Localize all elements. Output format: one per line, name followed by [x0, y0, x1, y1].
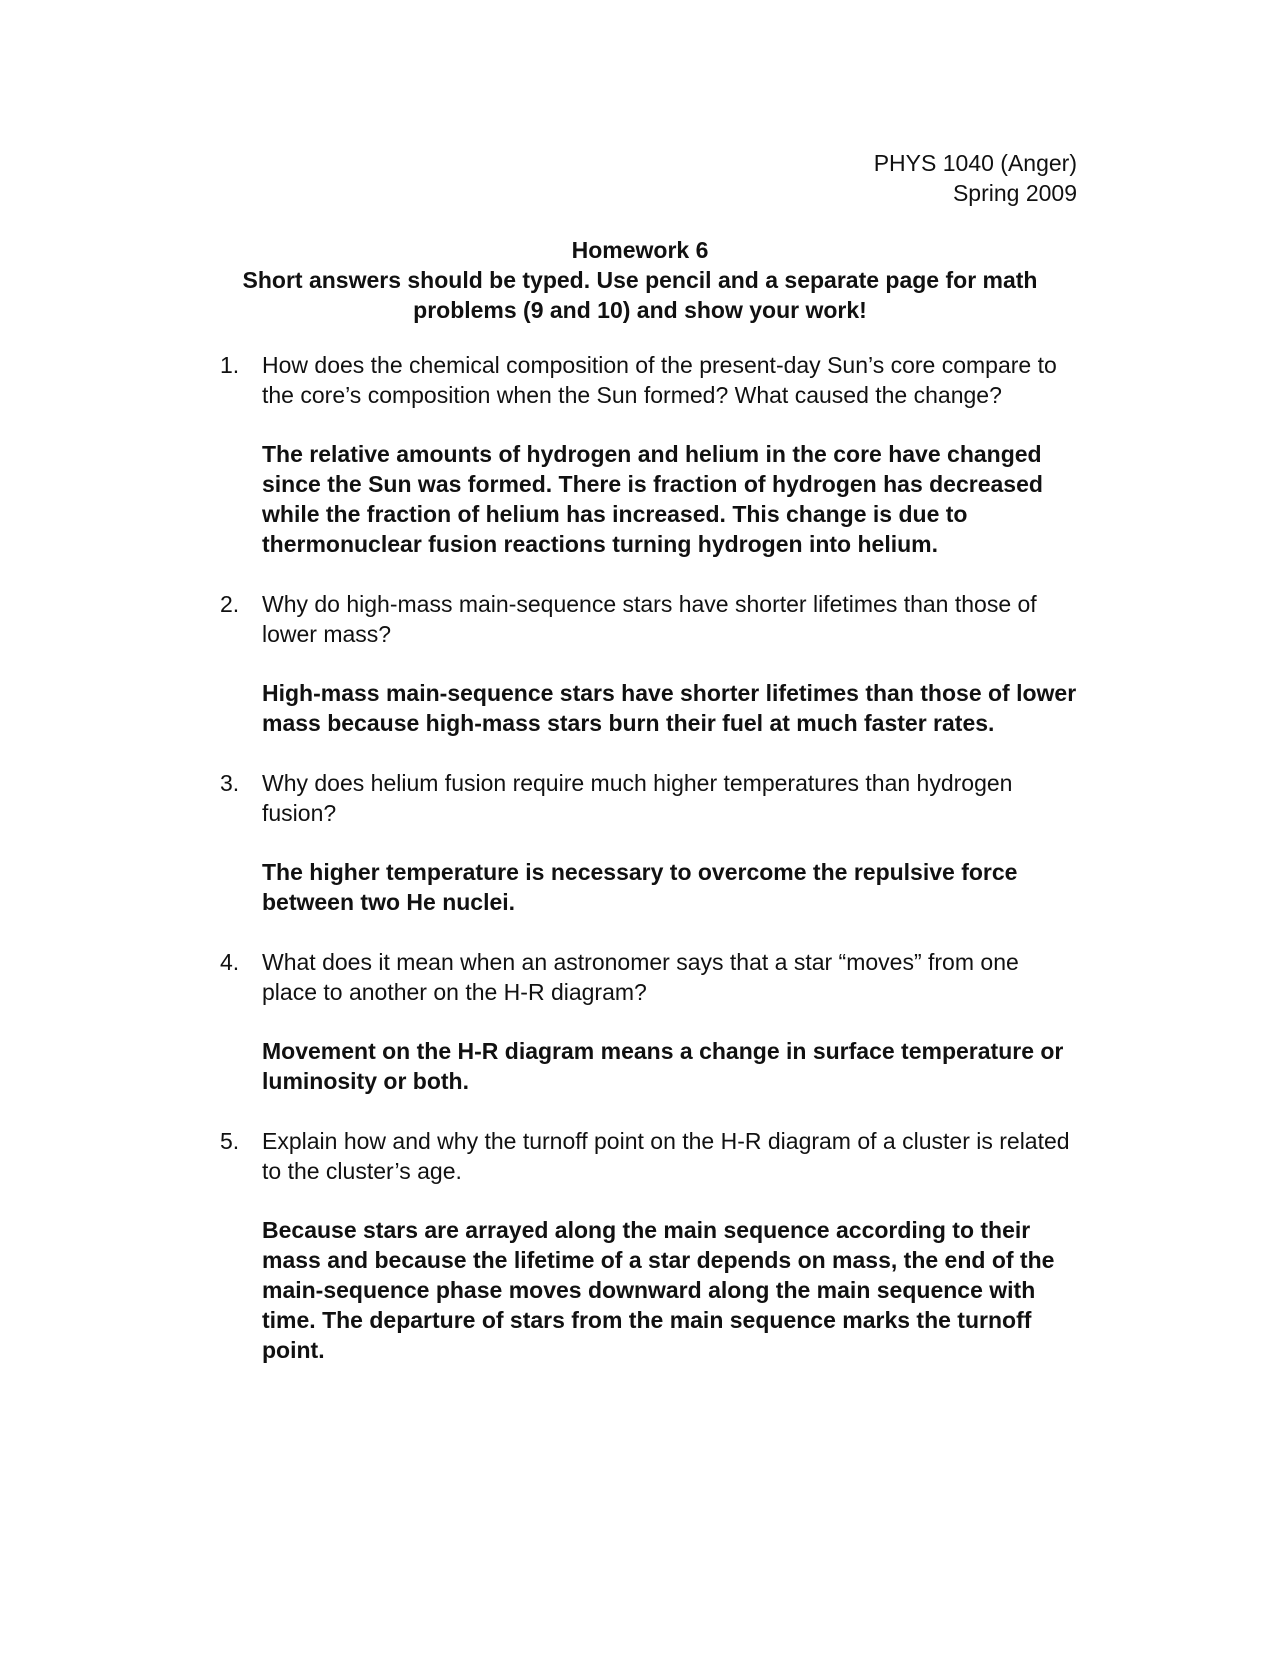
- answer-text: Movement on the H-R diagram means a change in surface temperature or luminosity or both.: [262, 1038, 1064, 1094]
- answer-text: Because stars are arrayed along the main sequence according to their mass and because the lifetime of a star depends on mass, the end of the main-sequence phase moves downward along the main sequence with time. The departure of stars from the main sequence marks the turnoff point.: [262, 1217, 1055, 1363]
- title-block: [160, 235, 1120, 325]
- instructions-line-2: problems (9 and 10) and show your work!: [413, 297, 867, 323]
- course-label: PHYS 1040 (Anger): [873, 150, 1077, 176]
- question-item-3: [220, 768, 1080, 917]
- question-item-2: [220, 589, 1080, 738]
- instructions-line-1: Short answers should be typed. Use pencil and a separate page for math: [242, 267, 1038, 293]
- question-text: Explain how and why the turnoff point on the H-R diagram of a cluster is related to the cluster’s age.: [262, 1128, 1070, 1184]
- question-text: What does it mean when an astronomer says that a star “moves” from one place to another on the H-R diagram?: [262, 949, 1019, 1005]
- question-number: 2.: [220, 591, 240, 617]
- question-item-4: [220, 947, 1080, 1096]
- question-item-1: [220, 350, 1080, 559]
- question-number: 3.: [220, 770, 240, 796]
- question-list: [220, 350, 1080, 1395]
- term-label: Spring 2009: [952, 180, 1077, 206]
- answer-text: The relative amounts of hydrogen and helium in the core have changed since the Sun was formed. There is fraction of hydrogen has decreased while the fraction of helium has increased. This change is due to thermonuclear fusion reactions turning hydrogen into helium.: [262, 441, 1043, 557]
- answer-text: The higher temperature is necessary to overcome the repulsive force between two He nuclei.: [262, 859, 1018, 915]
- document-header: [874, 148, 1077, 208]
- question-number: 4.: [220, 949, 240, 975]
- question-text: Why do high-mass main-sequence stars have shorter lifetimes than those of lower mass?: [262, 591, 1037, 647]
- question-text: How does the chemical composition of the present-day Sun’s core compare to the core’s composition when the Sun formed? What caused the change?: [262, 352, 1057, 408]
- question-item-5: [220, 1126, 1080, 1365]
- question-number: 1.: [220, 352, 240, 378]
- question-text: Why does helium fusion require much higher temperatures than hydrogen fusion?: [262, 770, 1013, 826]
- answer-text: High-mass main-sequence stars have shorter lifetimes than those of lower mass because high-mass stars burn their fuel at much faster rates.: [262, 680, 1077, 736]
- homework-title: Homework 6: [571, 237, 709, 263]
- question-number: 5.: [220, 1128, 240, 1154]
